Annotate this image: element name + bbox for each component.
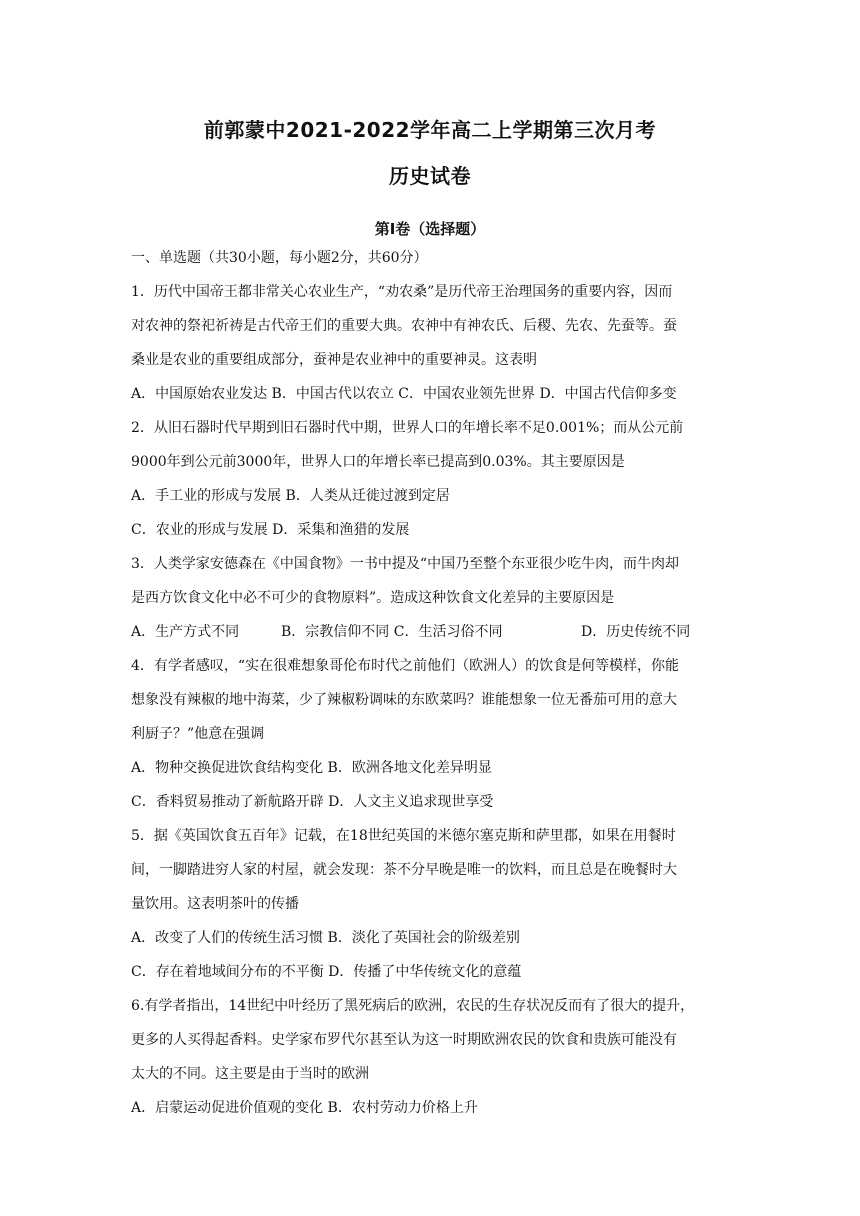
- question-6-stem-line-2: 更多的人买得起香料。史学家布罗代尔甚至认为这一时期欧洲农民的饮食和贵族可能没有: [131, 1032, 677, 1048]
- question-5-options-row-1: A．改变了人们的传统生活习惯 B．淡化了英国社会的阶级差别: [131, 930, 520, 946]
- question-3-option-b-c: B．宗教信仰不同 C．生活习俗不同: [281, 624, 503, 640]
- question-4-stem-line-3: 利厨子？”他意在强调: [131, 726, 265, 742]
- question-3-option-d: D．历史传统不同: [581, 624, 691, 640]
- question-2-options-row-2: C．农业的形成与发展 D．采集和渔猎的发展: [131, 522, 410, 538]
- question-3-options: [131, 622, 741, 642]
- question-5-stem-line-2: 间，一脚踏进穷人家的村屋，就会发现：茶不分早晚是唯一的饮料，而且总是在晚餐时大: [131, 862, 677, 878]
- exam-subtitle: 历史试卷: [389, 164, 471, 188]
- section-instruction: 一、单选题（共30小题，每小题2分，共60分）: [131, 250, 428, 266]
- question-3-stem-line-2: 是西方饮食文化中必不可少的食物原料”。造成这种饮食文化差异的主要原因是: [131, 590, 615, 606]
- question-2-stem-line-1: 2．从旧石器时代早期到旧石器时代中期，世界人口的年增长率不足0.001%；而从公元前: [131, 420, 684, 436]
- question-5-options-row-2: C．存在着地域间分布的不平衡 D．传播了中华传统文化的意蕴: [131, 964, 522, 980]
- question-3-stem-line-1: 3．人类学家安德森在《中国食物》一书中提及“中国乃至整个东亚很少吃牛肉，而牛肉却: [131, 556, 680, 572]
- question-1-stem-line-2: 对农神的祭祀祈祷是古代帝王们的重要大典。农神中有神农氏、后稷、先农、先蚕等。蚕: [131, 318, 677, 334]
- question-6-stem-line-3: 太大的不同。这主要是由于当时的欧洲: [131, 1066, 369, 1082]
- exam-title: 前郭蒙中2021-2022学年高二上学期第三次月考: [203, 118, 657, 142]
- question-1-stem-line-3: 桑业是农业的重要组成部分，蚕神是农业神中的重要神灵。这表明: [131, 352, 537, 368]
- question-4-stem-line-1: 4．有学者感叹，“实在很难想象哥伦布时代之前他们（欧洲人）的饮食是何等模样，你能: [131, 658, 680, 674]
- question-2-stem-line-2: 9000年到公元前3000年，世界人口的年增长率已提高到0.03%。其主要原因是: [131, 454, 625, 470]
- question-1-options: A．中国原始农业发达 B．中国古代以农立 C．中国农业领先世界 D．中国古代信仰多变: [131, 386, 677, 402]
- question-4-options-row-1: A．物种交换促进饮食结构变化 B．欧洲各地文化差异明显: [131, 760, 492, 776]
- question-5-stem-line-3: 量饮用。这表明茶叶的传播: [131, 896, 299, 912]
- question-4-options-row-2: C．香料贸易推动了新航路开辟 D．人文主义追求现世享受: [131, 794, 494, 810]
- question-6-options-row-1: A．启蒙运动促进价值观的变化 B．农村劳动力价格上升: [131, 1100, 478, 1116]
- question-5-stem-line-1: 5．据《英国饮食五百年》记载，在18世纪英国的米德尔塞克斯和萨里郡，如果在用餐时: [131, 828, 676, 844]
- section-title: 第Ⅰ卷（选择题）: [374, 220, 486, 238]
- question-4-stem-line-2: 想象没有辣椒的地中海菜，少了辣椒粉调味的东欧菜吗？谁能想象一位无番茄可用的意大: [131, 692, 677, 708]
- question-2-options-row-1: A．手工业的形成与发展 B．人类从迁徙过渡到定居: [131, 488, 450, 504]
- question-6-stem-line-1: 6.有学者指出，14世纪中叶经历了黑死病后的欧洲，农民的生存状况反而有了很大的提升，: [131, 998, 695, 1014]
- question-3-option-a: A．生产方式不同: [131, 624, 240, 640]
- question-1-stem-line-1: 1．历代中国帝王都非常关心农业生产，“劝农桑”是历代帝王治理国务的重要内容，因而: [131, 284, 673, 300]
